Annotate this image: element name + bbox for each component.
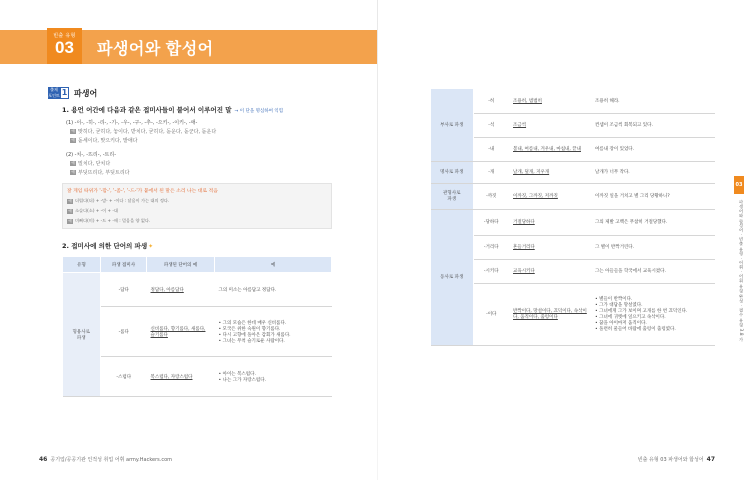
example-cell: 조용히 해라. [591,89,715,113]
words-cell: 봄내, 여름내, 겨우내, 마침내, 끝내 [509,137,591,161]
table-row [431,259,715,283]
example-marker-icon: 예 [68,218,72,223]
example-item: • 꿈을 아이마저 움직이다. [595,320,711,326]
example-item: • 별들이 반짝이다. [595,296,711,302]
example-cell: 여름내 장이 있었다. [591,137,715,161]
chapter-number: 03 [55,38,74,57]
footer-right-text: 빈출 유형 03 파생어와 합성어 [637,457,704,463]
words-cell: 교육시키다 [509,259,591,283]
note-box [62,183,332,229]
words-cell: 복스럽다, 자랑스럽다 [147,357,215,397]
suffix-list-2: (2) -치-, -뜨리-, -트리- [66,152,117,158]
footer-left-text: 공기업/공공기관 인적성 취업 어휘 army.Hackers.com [50,457,173,463]
example-item: • 돌련히 물들어 바람에 출렁이 출렁였다. [595,326,711,332]
col-header-example: 예 [215,257,332,273]
example-cell [215,357,332,397]
col-header-words: 파생된 단어의 예 [147,257,215,273]
type-cell: 동사로 파생 [431,209,473,345]
words-cell: 거절당하다 [509,209,591,235]
table-row [431,183,715,209]
sparkle-icon: ✦ [148,243,154,250]
example-2b: 예 부딪뜨리다, 부딪트리다 [71,170,130,176]
chapter-keyword: 빈출 유형 [53,33,76,39]
note-title: 잘 게임 따위가 '-맘-', '-좀-', '-드-'가 붙에서 된 말은 소리 나는 대로 적음 [67,189,218,194]
suffix-list-1: (1) -이-, -히-, -리-, -기-, -우-, -구-, -추-, -으키-, -이키-, -애- [66,120,198,126]
edge-chapter-tab: 03 [734,176,744,194]
derivation-table-right [431,89,715,346]
page-number-right: 47 [706,456,715,463]
section-title: 파생어 [74,88,98,98]
example-cell: 그는 아들들을 학국에서 교육시켰다. [591,259,715,283]
table-row [431,161,715,183]
words-cell: 날개, 덮개, 지우개 [509,161,591,183]
suffix-cell: -히 [473,89,509,113]
suffix-cell: -롭다 [101,307,147,357]
example-1a: 예 맞히다, 굳히다, 놓이다, 받치다, 굳히다, 돋운다, 돋군다, 돋운다 [71,129,217,135]
example-item: • 그녀는 무척 슬기로운 사람이다. [219,338,328,344]
subheading-1: 1. 용언 어간에 다음과 같은 접미사들이 붙어서 이루어진 말 → 이 단을 명심하여 익힘 [62,106,284,114]
example-cell [215,307,332,357]
page-spine [377,0,378,480]
note-row: 예 더럽다(더) + -맘- + -이다 : 달음이 가는 대의 정다. [68,198,170,203]
section-tag: 출제 포인트 [48,87,60,98]
edge-running-text: 파생어와 합성어 · 빈출 유형 · 어휘 · 어휘 유형 완성 · 필수 유형 3.8 가 [739,200,744,342]
table-row [431,235,715,259]
table-row [431,89,715,113]
table-row [63,307,332,357]
note-row: 예 미뻐다(미) + -드 + -애 : 멀음을 양 없다. [68,218,151,223]
table-row [63,273,332,307]
suffix-cell: -개 [473,161,509,183]
footer-left [39,456,172,463]
example-cell [591,283,715,345]
table-row [63,357,332,397]
example-item: • 그의 모습은 한데 매우 신비롭다. [219,320,328,326]
example-marker-icon: 예 [71,129,75,133]
example-item: • 모국은 위한 숙원이 향기롭다. [219,326,328,332]
suffix-cell: -내 [473,137,509,161]
example-item: • 그녀에 귀엣에 일으키고 속삭이다. [595,314,711,320]
words-cell: 정답다, 아름답다 [147,273,215,307]
suffix-cell: -까짓 [473,183,509,209]
example-2a: 예 밀치다, 닫치다 [71,161,111,167]
col-header-type: 유형 [63,257,101,273]
example-cell: 그의 미소는 아름답고 정답다. [215,273,332,307]
chapter-title: 파생어와 합성어 [97,41,214,58]
example-cell: 날개가 너무 작다. [591,161,715,183]
words-cell: 이까짓, 그까짓, 저까짓 [509,183,591,209]
type-cell: 명사로 파생 [431,161,473,183]
section-number: 1 [61,88,68,97]
section-badge [48,87,97,99]
suffix-cell: -당하다 [473,209,509,235]
note-row: 예 소슬다(소) + -이 + -대 [68,208,118,213]
example-marker-icon: 예 [71,161,75,165]
derivation-table-left [62,256,332,397]
example-marker-icon: 예 [71,170,75,174]
example-cell: 이까짓 일을 거치고 별 그리 당황하니? [591,183,715,209]
suffix-cell: -답다 [101,273,147,307]
example-cell: 컨셉이 조금씩 회복되고 있다. [591,113,715,137]
words-cell: 반짝이다, 망설이다, 끄덕이다, 속삭이다, 움직이다, 출렁이다 [509,283,591,345]
example-cell: 그 별이 반짝거린다. [591,235,715,259]
words-cell: 조금씩 [509,113,591,137]
example-item: • 다시 고향에 돌아온 감회가 새롭다. [219,332,328,338]
subheading-note: → 이 단을 명심하여 익힘 [234,109,284,114]
suffix-cell: -거리다 [473,235,509,259]
example-marker-icon: 예 [68,208,72,213]
suffix-cell: -스럽다 [101,357,147,397]
example-marker-icon: 예 [71,138,75,142]
col-header-suffix: 파생 접미사 [101,257,147,273]
example-cell: 그의 제발 고백은 무참히 거절당했다. [591,209,715,235]
suffix-cell: -시키다 [473,259,509,283]
example-1b: 예 돋세이다, 맞으키다, 밭애다 [71,138,138,144]
footer-right [638,456,715,463]
example-item: • 그녀에게 그가 보이며 고개를 한 번 끄덕인다. [595,308,711,314]
suffix-cell: -석 [473,113,509,137]
words-cell: 흔들거리다 [509,235,591,259]
words-cell: 조용히, 범범히 [509,89,591,113]
table-row [431,283,715,345]
example-marker-icon: 예 [68,198,72,203]
example-item: • 나는 그가 자랑스럽다. [219,377,328,383]
table-row [431,209,715,235]
example-item: • 아이는 복스럽다. [219,371,328,377]
type-cell: 부사로 파생 [431,89,473,161]
table-row [431,137,715,161]
subheading-2: 2. 접미사에 의한 단어의 파생✦ [62,242,154,250]
example-item: • 그가 대답을 망설였다. [595,302,711,308]
page-number-left: 46 [39,456,48,463]
type-cell: 형용사로 파생 [63,273,101,397]
words-cell: 신비롭다, 향기롭다, 새롭다, 슬기롭다 [147,307,215,357]
suffix-cell: -이다 [473,283,509,345]
table-row [431,113,715,137]
type-cell: 관형사로 파생 [431,183,473,209]
chapter-number-box [47,28,82,64]
